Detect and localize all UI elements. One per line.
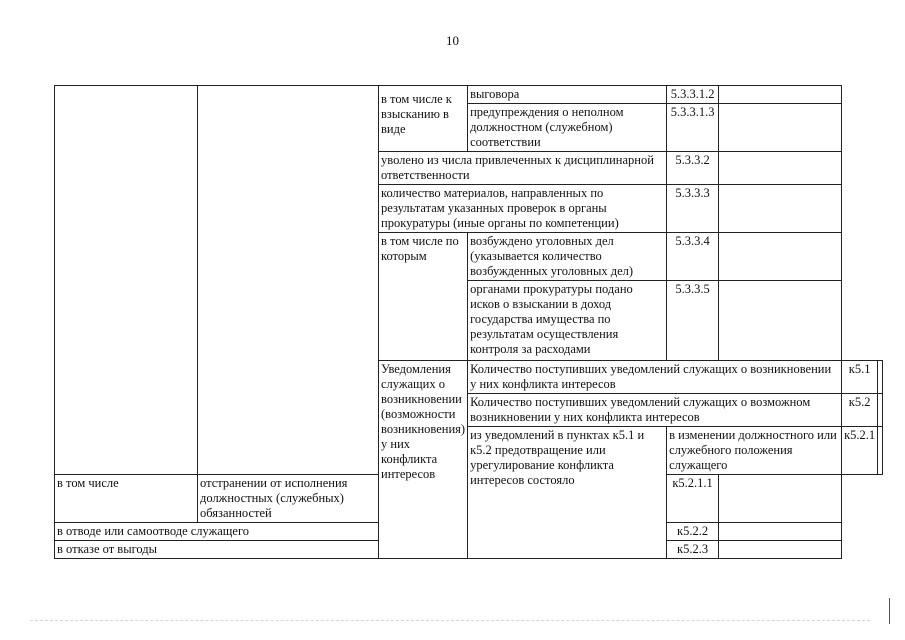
value-cell — [719, 86, 842, 104]
table-row — [55, 86, 883, 104]
subgroup-label: в том числе к взысканию в виде — [379, 86, 468, 152]
row-code: к5.1 — [842, 361, 878, 394]
reporting-form-table — [54, 85, 883, 559]
item-text: Количество поступивших уведомлений служащих о возможном возникновении у них конфликта интересов — [468, 394, 842, 427]
value-cell — [878, 361, 883, 394]
row-code: 5.3.3.3 — [667, 185, 719, 233]
page-number: 10 — [446, 33, 459, 48]
item-text: уволено из числа привлеченных к дисциплинарной ответственности — [379, 152, 667, 185]
scan-edge-mark — [889, 598, 890, 624]
row-code: к5.2 — [842, 394, 878, 427]
row-code: 5.3.3.4 — [667, 233, 719, 281]
value-cell — [878, 394, 883, 427]
item-text: возбуждено уголовных дел (указывается количество возбужденных уголовных дел) — [468, 233, 667, 281]
item-text: из уведомлений в пунктах к5.1 и к5.2 предотвращение или урегулирование конфликта интересов состояло — [468, 427, 667, 559]
empty-category-cell — [55, 86, 198, 475]
section-label: Уведомления служащих о возникновении (возможности возникновения) у них конфликта интересов — [379, 361, 468, 559]
value-cell — [719, 185, 842, 233]
item-text: предупреждения о неполном должностном (служебном) соответствии — [468, 104, 667, 152]
scan-artifact-line — [30, 620, 870, 621]
subgroup-label: в том числе по которым — [379, 233, 468, 361]
item-text: органами прокуратуры подано исков о взыскании в доход государства имущества по результатам осуществления контроля за расходами — [468, 281, 667, 361]
row-code: 5.3.3.1.3 — [667, 104, 719, 152]
empty-indicator-cell — [198, 86, 379, 475]
row-code: к5.2.1 — [842, 427, 878, 475]
row-code: к5.2.2 — [667, 523, 719, 541]
row-code: к5.2.1.1 — [667, 475, 719, 523]
item-text: количество материалов, направленных по результатам указанных проверок в органы прокуратуры (иные органы по компетенции) — [379, 185, 667, 233]
value-cell — [719, 281, 842, 361]
value-cell — [719, 104, 842, 152]
value-cell — [719, 523, 842, 541]
row-code: 5.3.3.2 — [667, 152, 719, 185]
item-text: в изменении должностного или служебного положения служащего — [667, 427, 842, 475]
item-text: Количество поступивших уведомлений служащих о возникновении у них конфликта интересов — [468, 361, 842, 394]
value-cell — [719, 475, 842, 523]
item-text: выговора — [468, 86, 667, 104]
item-text: в отказе от выгоды — [55, 541, 379, 559]
item-text: отстранении от исполнения должностных (служебных) обязанностей — [198, 475, 379, 523]
row-code: к5.2.3 — [667, 541, 719, 559]
value-cell — [719, 152, 842, 185]
row-code: 5.3.3.5 — [667, 281, 719, 361]
value-cell — [878, 427, 883, 475]
subgroup-label: в том числе — [55, 475, 198, 523]
value-cell — [719, 541, 842, 559]
row-code: 5.3.3.1.2 — [667, 86, 719, 104]
value-cell — [719, 233, 842, 281]
item-text: в отводе или самоотводе служащего — [55, 523, 379, 541]
